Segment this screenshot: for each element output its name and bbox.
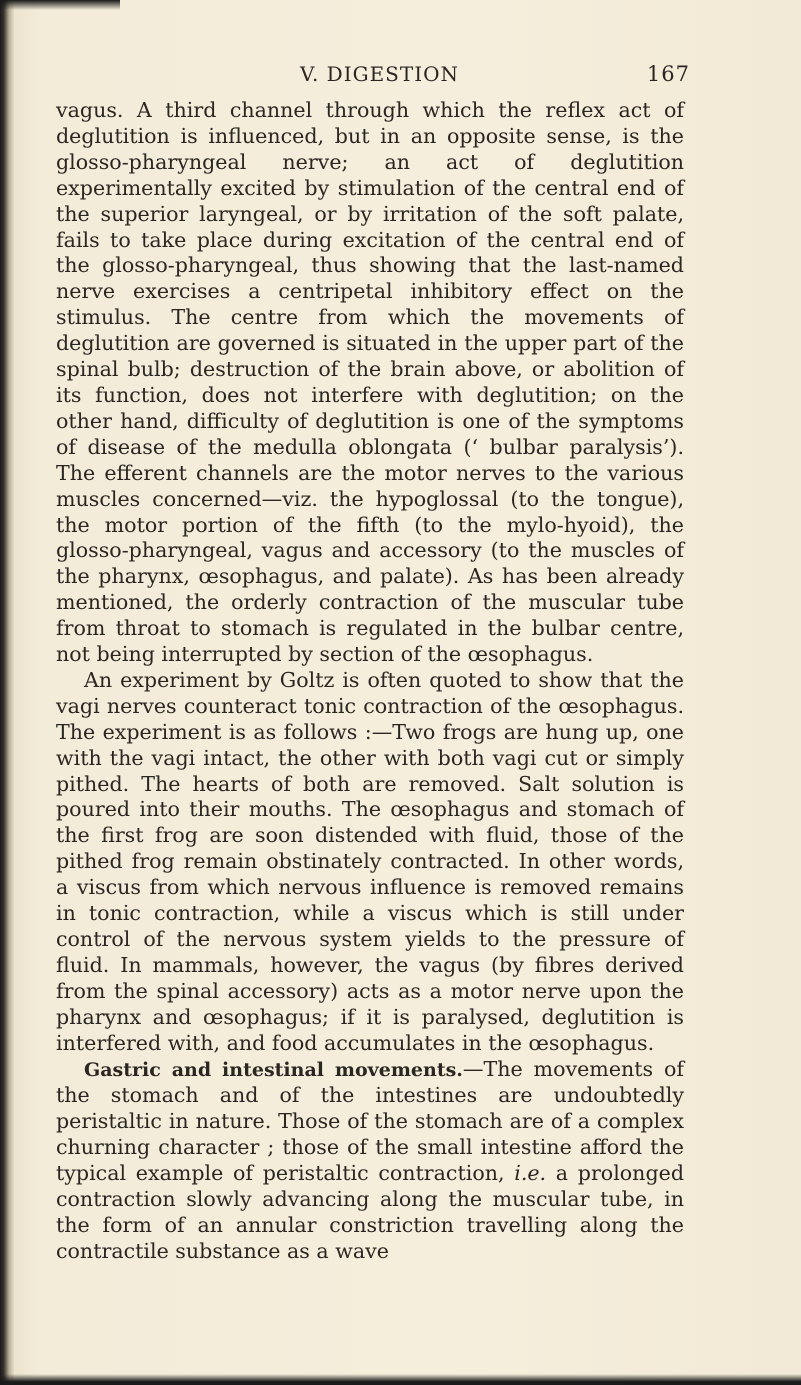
paragraph-3-text-a: —The movements of the stomach and of the intestines are undoubtedly peristaltic in nature. Those of the stomach are of a complex churning character ; those of the small intestine afford the typical example of peristaltic contraction, bbox=[56, 1056, 684, 1186]
scan-edge-bottom bbox=[0, 1374, 801, 1385]
section-heading: Gastric and intestinal movements. bbox=[84, 1058, 463, 1081]
scan-edge-top bbox=[0, 0, 120, 10]
running-header bbox=[300, 62, 690, 88]
paragraph-1: vagus. A third channel through which the reflex act of deglutition is influenced, but in an opposite sense, is the glosso-pharyngeal nerve; an act of deglutition experimentally excited by stimulation of the central end of the superior laryngeal, or by irritation of the soft palate, fails to take place during excitation of the central end of the glosso-pharyngeal, thus showing that the last-named nerve exercises a centripetal inhibitory effect on the stimulus. The centre from which the movements of deglutition are governed is situated in the upper part of the spinal bulb; destruction of the brain above, or abolition of its function, does not interfere with deglutition; on the other hand, difficulty of deglutition is one of the symptoms of disease of the medulla oblongata (‘ bulbar paralysis’). The efferent channels are the motor nerves to the various muscles concerned—viz. the hypoglossal (to the tongue), the motor portion of the fifth (to the mylo-hyoid), the glosso-pharyngeal, vagus and accessory (to the muscles of the pharynx, œsophagus, and palate). As has been already mentioned, the orderly contraction of the muscular tube from throat to stomach is regulated in the bulbar centre, not being interrupted by section of the œsophagus. bbox=[56, 98, 684, 667]
running-title: V. DIGESTION bbox=[300, 62, 460, 86]
binding-shadow bbox=[0, 0, 14, 1385]
paragraph-2: An experiment by Goltz is often quoted to show that the vagi nerves counteract tonic contraction of the œsophagus. The experiment is as follows :—Two frogs are hung up, one with the vagi intact, the other with both vagi cut or simply pithed. The hearts of both are removed. Salt solution is poured into their mouths. The œsophagus and stomach of the first frog are soon distended with fluid, those of the pithed frog remain obstinately contracted. In other words, a viscus from which nervous influence is removed remains in tonic contraction, while a viscus which is still under control of the nervous system yields to the pressure of fluid. In mammals, however, the vagus (by fibres derived from the spinal accessory) acts as a motor nerve upon the pharynx and œsophagus; if it is paralysed, deglutition is interfered with, and food accumulates in the œsophagus. bbox=[56, 667, 684, 1055]
paragraph-3 bbox=[56, 1057, 684, 1265]
body-text bbox=[56, 98, 684, 1265]
page-number: 167 bbox=[646, 62, 690, 86]
paragraph-3-text-b: a prolonged contraction slowly advancing along the muscular tube, in the form of an annular constriction travelling along the contractile substance as a wave bbox=[56, 1161, 684, 1263]
paragraph-3-italic: i.e. bbox=[514, 1161, 547, 1186]
